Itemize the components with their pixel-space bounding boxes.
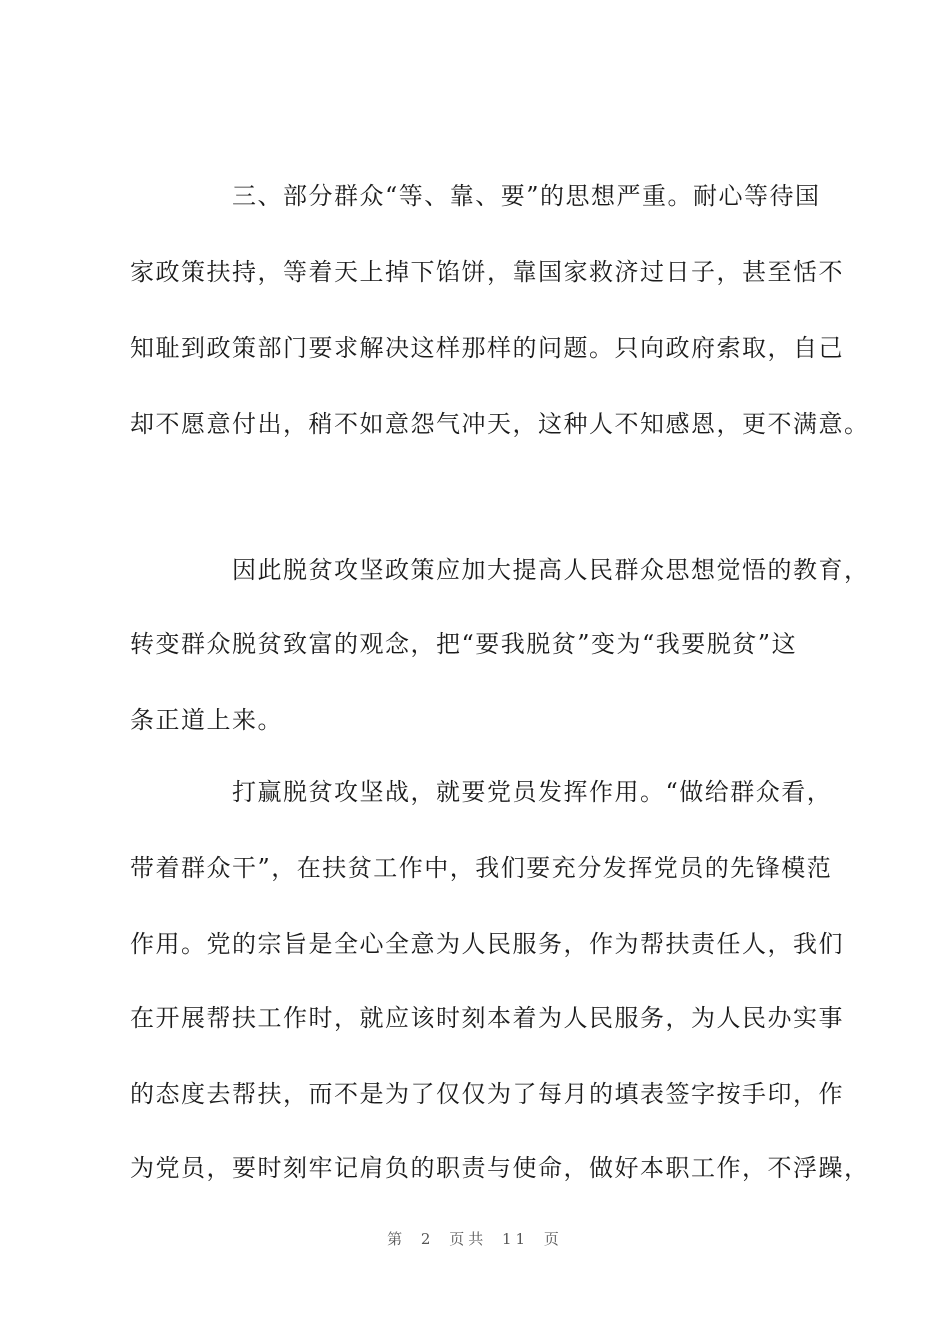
paragraph-3-line-5: 的态度去帮扶，而不是为了仅仅为了每月的填表签字按手印，作 — [130, 1080, 844, 1108]
footer-middle: 页共 — [449, 1230, 488, 1248]
paragraph-3-line-1: 打赢脱贫攻坚战，就要党员发挥作用。“做给群众看， — [232, 778, 833, 806]
paragraph-2-line-3: 条正道上来。 — [130, 706, 283, 734]
paragraph-2-line-2: 转变群众脱贫致富的观念，把“要我脱贫”变为“我要脱贫”这 — [130, 630, 798, 658]
paragraph-3-line-3: 作用。党的宗旨是全心全意为人民服务，作为帮扶责任人，我们 — [130, 930, 844, 958]
paragraph-1-line-1: 三、部分群众“等、靠、要”的思想严重。耐心等待国 — [232, 182, 821, 210]
paragraph-1-line-2: 家政策扶持，等着天上掉下馅饼，靠国家救济过日子，甚至恬不 — [130, 258, 844, 286]
paragraph-3-line-2: 带着群众干”，在扶贫工作中，我们要充分发挥党员的先锋模范 — [130, 854, 833, 882]
paragraph-3-line-6: 为党员，要时刻牢记肩负的职责与使命，做好本职工作，不浮躁， — [130, 1154, 870, 1182]
paragraph-3-line-4: 在开展帮扶工作时，就应该时刻本着为人民服务，为人民办实事 — [130, 1004, 844, 1032]
footer-prefix: 第 — [387, 1230, 407, 1248]
footer-suffix: 页 — [543, 1230, 563, 1248]
paragraph-1-line-4: 却不愿意付出，稍不如意怨气冲天，这种人不知感恩，更不满意。 — [130, 410, 870, 438]
page-footer — [0, 1228, 950, 1249]
footer-total-pages: 11 — [502, 1230, 530, 1248]
paragraph-2-line-1: 因此脱贫攻坚政策应加大提高人民群众思想觉悟的教育， — [232, 556, 870, 584]
footer-current-page: 2 — [420, 1230, 435, 1248]
paragraph-1-line-3: 知耻到政策部门要求解决这样那样的问题。只向政府索取，自己 — [130, 334, 844, 362]
